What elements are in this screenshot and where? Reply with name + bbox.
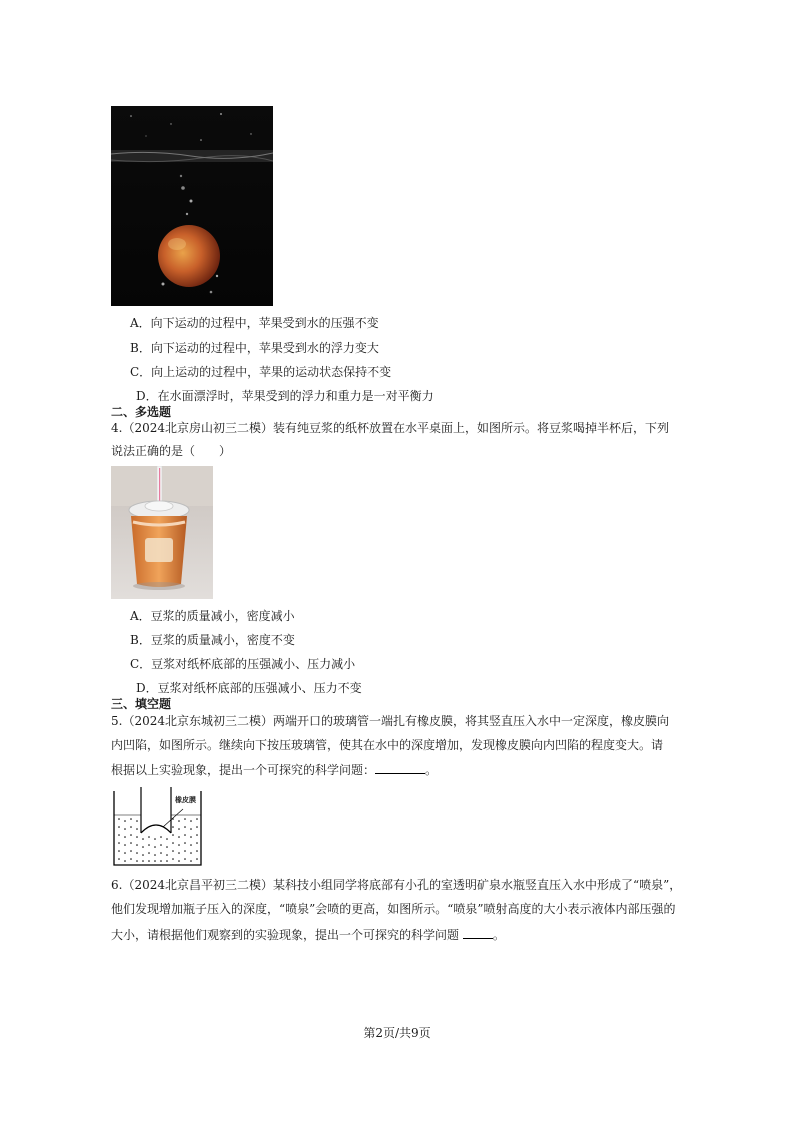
q4-option-a: A．豆浆的质量减小，密度减小 [130, 609, 295, 623]
page-footer: 第2页/共9页 [363, 1026, 431, 1040]
q4-option-d: D．豆浆对纸杯底部的压强减小、压力不变 [136, 681, 362, 695]
soymilk-cup-photo [111, 466, 213, 599]
q6-text-line3 [111, 926, 505, 943]
apple-in-water-photo [111, 106, 273, 306]
q3-option-b: B．向下运动的过程中，苹果受到水的浮力变大 [130, 341, 379, 355]
glass-tube-diagram [111, 787, 205, 867]
q6-text-line1: 6.（2024北京昌平初三二模）某科技小组同学将底部有小孔的室透明矿泉水瓶竖直压入水中形成了“喷泉”， [111, 878, 682, 892]
q6-period: 。 [492, 928, 505, 942]
q3-option-a: A．向下运动的过程中，苹果受到水的压强不变 [130, 316, 379, 330]
q4-option-b: B．豆浆的质量减小，密度不变 [130, 633, 295, 647]
q5-answer-blank[interactable] [375, 761, 425, 774]
q5-period: 。 [425, 763, 438, 777]
section-fill-in-title: 三、填空题 [111, 697, 172, 711]
q4-text-line1: 4.（2024北京房山初三二模）装有纯豆浆的纸杯放置在水平桌面上，如图所示。将豆浆喝掉半杯后，下列 [111, 421, 669, 435]
membrane-label: 橡皮膜 [175, 796, 196, 804]
q6-answer-blank[interactable] [463, 926, 493, 939]
q5-text-line3 [111, 761, 437, 778]
section-multi-choice-title: 二、多选题 [111, 405, 172, 419]
q4-text-line2: 说法正确的是（ ） [111, 444, 232, 458]
q3-option-c: C．向上运动的过程中，苹果的运动状态保持不变 [130, 365, 392, 379]
q5-text-line1: 5.（2024北京东城初三二模）两端开口的玻璃管一端扎有橡皮膜，将其竖直压入水中一定深度，橡皮膜向 [111, 714, 669, 728]
soymilk-cup-image [111, 466, 213, 599]
q6-text-line2: 他们发现增加瓶子压入的深度，“喷泉”会喷的更高，如图所示。“喷泉”喷射高度的大小表示液体内部压强的 [111, 902, 676, 916]
q5-text-line2: 内凹陷，如图所示。继续向下按压玻璃管，使其在水中的深度增加，发现橡皮膜向内凹陷的程度变大。请 [111, 738, 664, 752]
q4-option-c: C．豆浆对纸杯底部的压强减小、压力减小 [130, 657, 356, 671]
q5-question-prompt: 根据以上实验现象，提出一个可探究的科学问题： [111, 763, 376, 777]
q6-question-prompt: 大小，请根据他们观察到的实验现象，提出一个可探究的科学问题 [111, 928, 460, 942]
apple-in-water-image [111, 106, 273, 306]
q3-option-d: D．在水面漂浮时，苹果受到的浮力和重力是一对平衡力 [136, 389, 434, 403]
